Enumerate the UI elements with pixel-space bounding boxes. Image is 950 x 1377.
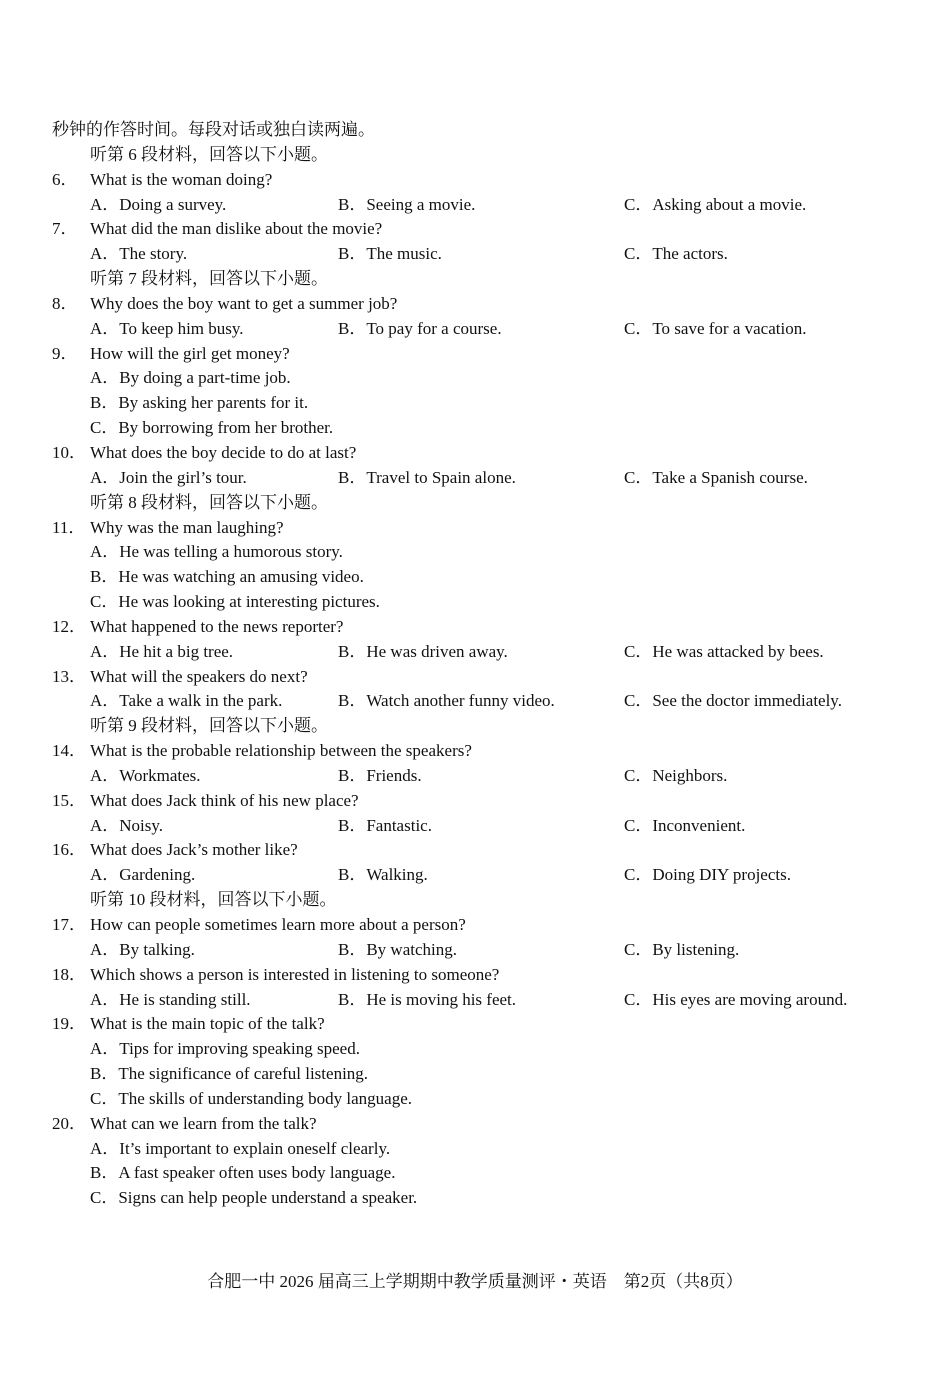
question bbox=[0, 789, 950, 814]
page-footer: 合肥一中 2026 届高三上学期期中教学质量测评・英语 第2页（共8页） bbox=[207, 1272, 743, 1291]
question-number: 19． bbox=[52, 1014, 86, 1034]
option-b: B．Watch another funny video. bbox=[338, 691, 555, 711]
option-c: C．He was attacked by bees. bbox=[624, 641, 824, 661]
section-heading bbox=[0, 267, 950, 292]
option-line bbox=[0, 590, 950, 615]
option: B．By asking her parents for it. bbox=[90, 393, 309, 413]
option-line bbox=[0, 416, 950, 441]
options-row bbox=[0, 764, 950, 789]
question-number: 12． bbox=[52, 616, 86, 636]
options-row bbox=[0, 317, 950, 342]
question-number: 17． bbox=[52, 915, 86, 934]
options-row bbox=[0, 938, 950, 963]
option-line bbox=[0, 1137, 950, 1162]
question-text: What happened to the news reporter? bbox=[90, 616, 344, 636]
section-heading bbox=[0, 714, 950, 739]
question-text: What is the woman doing? bbox=[90, 169, 273, 189]
option-a: A．By talking. bbox=[90, 939, 195, 959]
options-row bbox=[0, 640, 950, 665]
question-number: 8． bbox=[52, 293, 78, 313]
option-a: A．The story. bbox=[90, 244, 188, 264]
question bbox=[0, 168, 950, 193]
option: B．The significance of careful listening. bbox=[90, 1064, 369, 1084]
options-row bbox=[0, 814, 950, 839]
section-heading-text: 听第 8 段材料，回答以下小题。 bbox=[90, 492, 328, 512]
option-c: C．To save for a vacation. bbox=[624, 318, 807, 338]
exam-page bbox=[0, 118, 950, 1211]
option-c: C．Asking about a movie. bbox=[624, 194, 807, 214]
option-b: B．He is moving his feet. bbox=[338, 989, 517, 1009]
question-number: 9． bbox=[52, 343, 78, 363]
section-heading bbox=[0, 888, 950, 913]
intro-line bbox=[0, 118, 950, 143]
question-number: 16． bbox=[52, 840, 86, 860]
option-a: A．Workmates. bbox=[90, 765, 201, 785]
section-heading-text: 听第 10 段材料，回答以下小题。 bbox=[90, 890, 337, 910]
option-line bbox=[0, 366, 950, 391]
section-heading bbox=[0, 143, 950, 168]
option: B．A fast speaker often uses body language. bbox=[90, 1163, 396, 1183]
question-number: 20． bbox=[52, 1113, 86, 1133]
option-c: C．Inconvenient. bbox=[624, 815, 746, 835]
option: C．By borrowing from her brother. bbox=[90, 418, 334, 438]
option-c: C．See the doctor immediately. bbox=[624, 691, 842, 711]
question-text: What can we learn from the talk? bbox=[90, 1113, 317, 1133]
question-number: 18． bbox=[52, 964, 86, 984]
question bbox=[0, 963, 950, 988]
section-heading-text: 听第 7 段材料，回答以下小题。 bbox=[90, 269, 328, 289]
question bbox=[0, 292, 950, 317]
option-line bbox=[0, 1037, 950, 1062]
option-b: B．To pay for a course. bbox=[338, 318, 502, 338]
question-text: How can people sometimes learn more about a person? bbox=[90, 915, 466, 934]
option-b: B．By watching. bbox=[338, 939, 457, 959]
option-a: A．He hit a big tree. bbox=[90, 641, 234, 661]
option-a: A．Doing a survey. bbox=[90, 194, 227, 214]
options-row bbox=[0, 466, 950, 491]
option-a: A．Join the girl’s tour. bbox=[90, 467, 247, 487]
option: C．Signs can help people understand a speaker. bbox=[90, 1188, 418, 1208]
option: C．The skills of understanding body language. bbox=[90, 1088, 413, 1108]
options-row bbox=[0, 988, 950, 1013]
question-text: What is the probable relationship between the speakers? bbox=[90, 741, 472, 761]
option-line bbox=[0, 1062, 950, 1087]
option-c: C．By listening. bbox=[624, 939, 740, 959]
option-b: B．Seeing a movie. bbox=[338, 194, 476, 214]
option-c: C．Neighbors. bbox=[624, 765, 728, 785]
question bbox=[0, 441, 950, 466]
question-text: What does Jack’s mother like? bbox=[90, 840, 298, 860]
intro-text: 秒钟的作答时间。每段对话或独白读两遍。 bbox=[52, 120, 375, 139]
options-row bbox=[0, 689, 950, 714]
question-text: What is the main topic of the talk? bbox=[90, 1014, 325, 1034]
question-number: 6． bbox=[52, 169, 78, 189]
option: B．He was watching an amusing video. bbox=[90, 567, 364, 587]
option-a: A．He is standing still. bbox=[90, 989, 251, 1009]
option-line bbox=[0, 1087, 950, 1112]
option-a: A．Noisy. bbox=[90, 815, 164, 835]
option: C．He was looking at interesting pictures. bbox=[90, 592, 380, 612]
question bbox=[0, 1112, 950, 1137]
option-a: A．Take a walk in the park. bbox=[90, 691, 283, 711]
section-heading-text: 听第 9 段材料，回答以下小题。 bbox=[90, 716, 328, 736]
question bbox=[0, 1012, 950, 1037]
question-text: How will the girl get money? bbox=[90, 343, 290, 363]
option-b: B．The music. bbox=[338, 244, 442, 264]
option-line bbox=[0, 391, 950, 416]
question bbox=[0, 739, 950, 764]
question bbox=[0, 665, 950, 690]
question-text: What did the man dislike about the movie? bbox=[90, 219, 383, 239]
option-line bbox=[0, 1161, 950, 1186]
option-c: C．His eyes are moving around. bbox=[624, 989, 848, 1009]
option-a: A．To keep him busy. bbox=[90, 318, 244, 338]
section-heading bbox=[0, 491, 950, 516]
option-b: B．Travel to Spain alone. bbox=[338, 467, 516, 487]
option-b: B．Fantastic. bbox=[338, 815, 432, 835]
option-line bbox=[0, 540, 950, 565]
option-b: B．He was driven away. bbox=[338, 641, 508, 661]
section-heading-text: 听第 6 段材料，回答以下小题。 bbox=[90, 144, 328, 164]
option-line bbox=[0, 565, 950, 590]
option-b: B．Friends. bbox=[338, 765, 422, 785]
option: A．It’s important to explain oneself clearly. bbox=[90, 1138, 391, 1158]
question-text: Why was the man laughing? bbox=[90, 517, 284, 537]
question bbox=[0, 838, 950, 863]
question-text: What does the boy decide to do at last? bbox=[90, 442, 357, 462]
option-c: C．Take a Spanish course. bbox=[624, 467, 808, 487]
options-row bbox=[0, 863, 950, 888]
question-number: 11． bbox=[52, 517, 86, 537]
question-number: 13． bbox=[52, 666, 86, 686]
option-c: C．The actors. bbox=[624, 244, 728, 264]
question-text: What will the speakers do next? bbox=[90, 666, 308, 686]
question-number: 14． bbox=[52, 741, 86, 761]
question-number: 7． bbox=[52, 219, 78, 239]
option-c: C．Doing DIY projects. bbox=[624, 865, 791, 885]
question-text: Which shows a person is interested in listening to someone? bbox=[90, 964, 500, 984]
question bbox=[0, 217, 950, 242]
options-row bbox=[0, 193, 950, 218]
question-text: What does Jack think of his new place? bbox=[90, 790, 359, 810]
question bbox=[0, 342, 950, 367]
option-line bbox=[0, 1186, 950, 1211]
question-text: Why does the boy want to get a summer job? bbox=[90, 293, 398, 313]
option: A．Tips for improving speaking speed. bbox=[90, 1039, 360, 1059]
option-a: A．Gardening. bbox=[90, 865, 196, 885]
question bbox=[0, 615, 950, 640]
question-number: 10． bbox=[52, 442, 86, 462]
option: A．By doing a part-time job. bbox=[90, 368, 291, 388]
question bbox=[0, 913, 950, 938]
question-number: 15． bbox=[52, 790, 86, 810]
options-row bbox=[0, 242, 950, 267]
question bbox=[0, 516, 950, 541]
option: A．He was telling a humorous story. bbox=[90, 542, 343, 562]
option-b: B．Walking. bbox=[338, 865, 428, 885]
